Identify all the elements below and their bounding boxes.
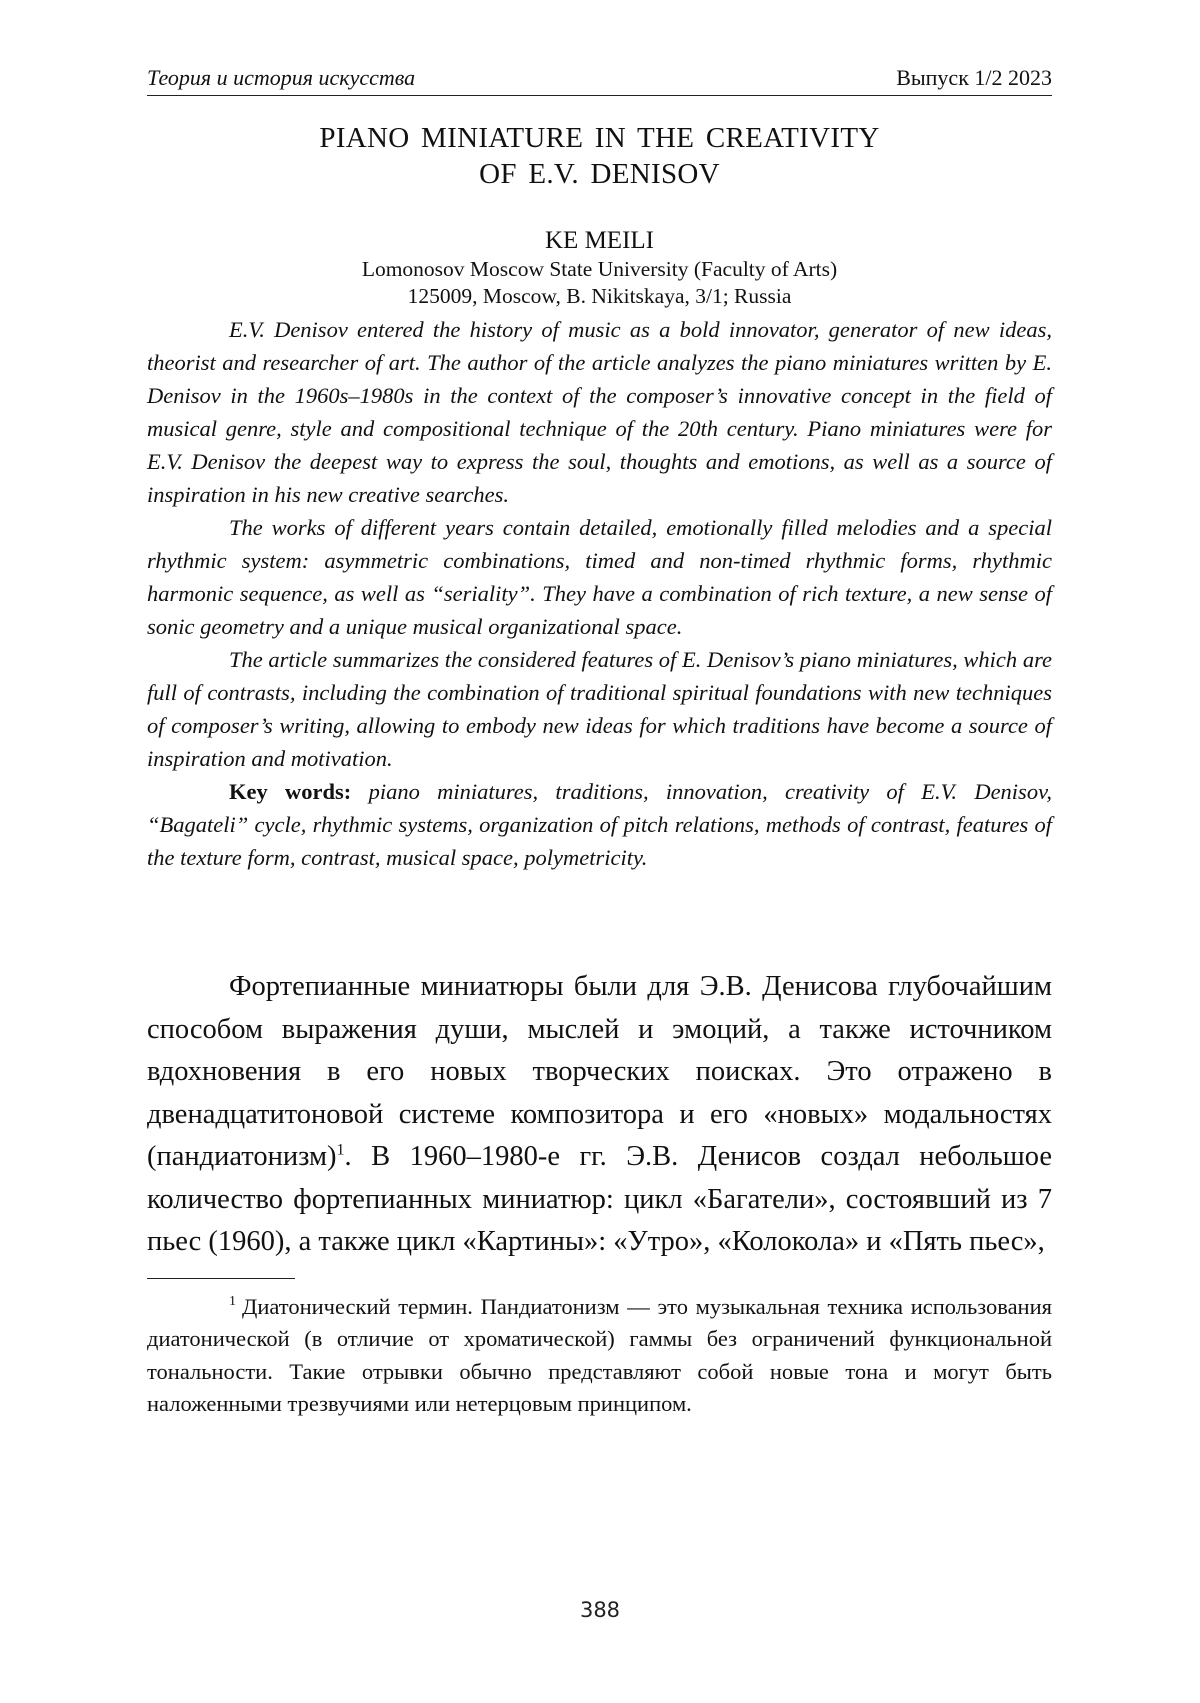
article-title-line-2: OF E.V. DENISOV (147, 156, 1052, 192)
author-affiliation: Lomonosov Moscow State University (Faculty of Arts) (147, 256, 1052, 283)
running-header (147, 64, 1052, 96)
journal-title: Теория и история искусства (147, 64, 415, 92)
body-text-part-2: . В 1960–1980-е гг. Э.В. Денисов создал небольшое количество фортепианных миниатюр: цикл «Багатели», состоявший из 7 пьес (1960), а также цикл «Картины»: «Утро», «Колокола» и «Пять пьес», (147, 1141, 1052, 1257)
footnote-text: Диатонический термин. Пандиатонизм — это музыкальная техника использования диатонической (в отличие от хроматической) гаммы без ограничений функциональной тональности. Такие отрывки обычно представляют собой новые тона и могут быть наложенными трезвучиями или нетерцовым принципом. (147, 1294, 1052, 1417)
keywords (147, 775, 1052, 874)
author-address: 125009, Moscow, B. Nikitskaya, 3/1; Russia (147, 283, 1052, 310)
abstract-paragraph-2: The works of different years contain detailed, emotionally filled melodies and a special rhythmic system: asymmetric combinations, timed and non-timed rhythmic forms, rhythmic harmonic sequence, as well as “seriality”. They have a combination of rich texture, a new sense of sonic geometry and a unique musical organizational space. (147, 511, 1052, 643)
footnote-marker: 1 (229, 1294, 236, 1309)
footnote (147, 1291, 1052, 1421)
keywords-list: piano miniatures, traditions, innovation, creativity of E.V. Denisov, “Bagateli” cycle, rhythmic systems, organization of pitch relations, methods of contrast, features of the texture form, contrast, musical space, polymetricity. (147, 779, 1052, 870)
footnote-divider (147, 1278, 295, 1279)
body-text-part-1: Фортепианные миниатюры были для Э.В. Денисова глубочайшим способом выражения души, мыслей и эмоций, а также источником вдохновения в его новых творческих поисках. Это отражено в двенадцатитоновой системе композитора и его «новых» модальностях (пандиатонизм) (147, 971, 1052, 1172)
author-name: KE MEILI (147, 226, 1052, 256)
body-paragraph (147, 966, 1052, 1264)
abstract-paragraph-3: The article summarizes the considered features of E. Denisov’s piano miniatures, which are full of contrasts, including the combination of traditional spiritual foundations with new techniques of composer’s writing, allowing to embody new ideas for which traditions have become a source of inspiration and motivation. (147, 643, 1052, 775)
page-number: 388 (0, 1598, 1200, 1622)
abstract-paragraph-1: E.V. Denisov entered the history of music as a bold innovator, generator of new ideas, theorist and researcher of art. The author of the article analyzes the piano miniatures written by E. Denisov in the 1960s–1980s in the context of the composer’s innovative concept in the field of musical genre, style and compositional technique of the 20th century. Piano miniatures were for E.V. Denisov the deepest way to express the soul, thoughts and emotions, as well as a source of inspiration in his new creative searches. (147, 313, 1052, 511)
footnote-reference[interactable]: 1 (337, 1142, 345, 1159)
issue-number: Выпуск 1/2 2023 (896, 64, 1052, 92)
article-title-line-1: PIANO MINIATURE IN THE CREATIVITY (147, 120, 1052, 156)
page-content (147, 64, 1052, 1421)
keywords-label: Key words: (229, 779, 351, 804)
article-title (147, 120, 1052, 192)
